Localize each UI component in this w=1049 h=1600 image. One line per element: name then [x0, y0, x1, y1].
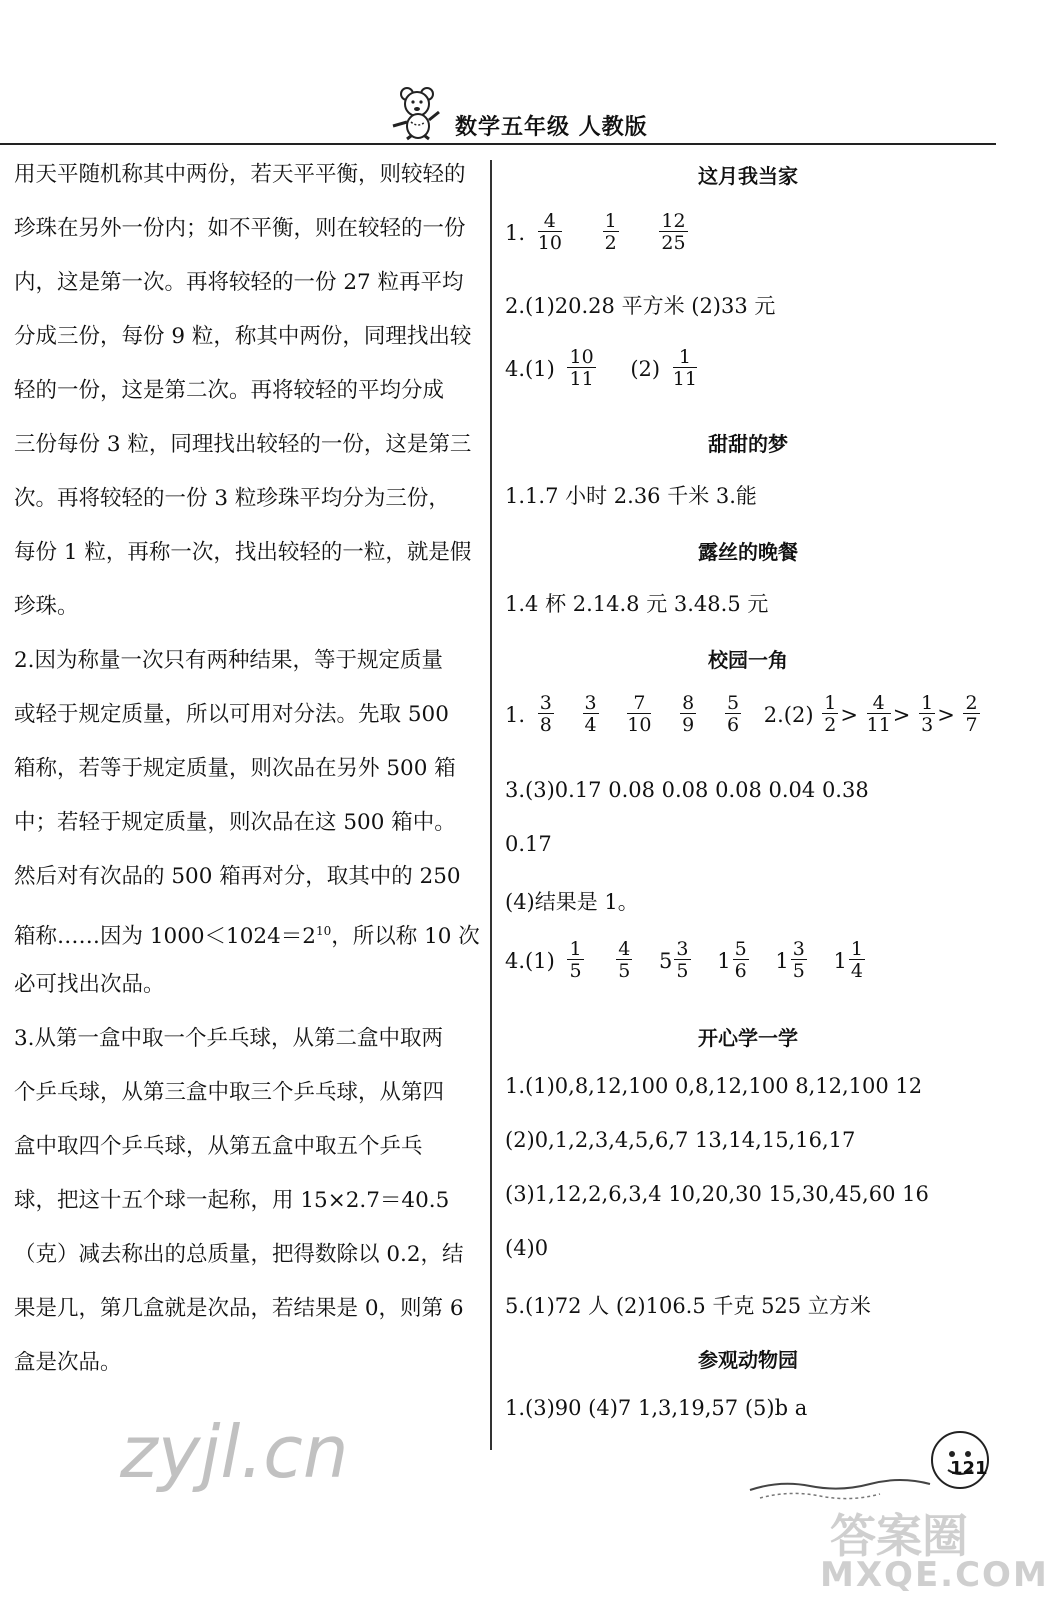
denominator: 5	[618, 960, 631, 982]
denominator: 6	[726, 714, 740, 736]
answer-row: (4)0	[505, 1236, 549, 1260]
fraction	[791, 940, 807, 981]
numerator: 1	[824, 692, 837, 714]
text-line: 内，这是第一次。再将较轻的一份 27 粒再平均	[14, 270, 464, 295]
denominator: 10	[537, 232, 562, 254]
fraction	[725, 694, 741, 735]
denominator: 2	[824, 714, 837, 736]
greater-than-sign: >	[892, 702, 911, 727]
fraction	[673, 348, 697, 389]
power-post: ，所以称 10 次	[331, 924, 480, 950]
answer-prefix: 1.	[505, 220, 526, 245]
header-divider	[0, 143, 996, 145]
fraction	[659, 212, 687, 253]
denominator: 10	[627, 714, 652, 736]
answer-row: 3.(3)0.17 0.08 0.08 0.08 0.04 0.38	[505, 778, 869, 802]
answer-row: 1.(1)0,8,12,100 0,8,12,100 8,12,100 12	[505, 1074, 923, 1098]
denominator: 7	[965, 714, 978, 736]
answer-row: 1.4 杯 2.14.8 元 3.48.5 元	[505, 592, 769, 616]
numerator: 4	[618, 938, 631, 960]
power-exponent: 10	[315, 924, 332, 938]
denominator: 5	[676, 960, 689, 982]
answer-prefix: 1.	[505, 702, 526, 727]
denominator: 5	[792, 960, 805, 982]
greater-than-sign: >	[840, 702, 858, 727]
corner-watermark-top: 答案圈	[830, 1509, 968, 1563]
fraction	[822, 694, 838, 735]
denominator: 4	[584, 714, 597, 736]
answer-prefix: 4.(1)	[505, 356, 555, 381]
fraction	[919, 694, 935, 735]
whole-number: 1	[775, 948, 789, 973]
denominator: 11	[569, 368, 594, 390]
answer-prefix: (2)	[630, 356, 661, 381]
section-title: 这月我当家	[698, 164, 798, 188]
page-header-title: 数学五年级 人教版	[455, 115, 648, 140]
fraction	[627, 694, 651, 735]
numerator: 3	[792, 938, 805, 960]
answer-row	[505, 940, 871, 981]
numerator: 12	[661, 210, 686, 232]
whole-number: 5	[659, 948, 673, 973]
numerator: 1	[604, 210, 617, 232]
greater-than-sign: >	[937, 702, 955, 727]
text-line: 3.从第一盒中取一个乒乓球，从第二盒中取两	[14, 1026, 444, 1051]
text-line: 用天平随机称其中两份，若天平平衡，则较轻的	[14, 162, 466, 187]
fraction	[567, 940, 583, 981]
answer-row: (3)1,12,2,6,3,4 10,20,30 15,30,45,60 16	[505, 1182, 929, 1206]
fraction	[583, 694, 599, 735]
numerator: 3	[676, 938, 689, 960]
fraction	[538, 694, 554, 735]
fraction	[538, 212, 562, 253]
section-title: 甜甜的梦	[708, 432, 788, 456]
answer-prefix: 4.(1)	[505, 948, 555, 973]
numerator: 3	[584, 692, 597, 714]
answer-row: 1.1.7 小时 2.36 千米 3.能	[505, 484, 757, 508]
text-line: 球，把这十五个球一起称，用 15×2.7＝40.5	[14, 1188, 450, 1213]
text-line: 果是几，第几盒就是次品，若结果是 0，则第 6	[14, 1296, 464, 1321]
section-title: 露丝的晚餐	[698, 540, 798, 564]
answer-row	[505, 212, 694, 253]
fraction	[849, 940, 865, 981]
numerator: 1	[673, 348, 697, 368]
text-line: 珍珠在另外一份内；如不平衡，则在较轻的一份	[14, 216, 466, 241]
denominator: 6	[734, 960, 747, 982]
fraction	[616, 940, 632, 981]
fraction	[867, 694, 891, 735]
text-line: 盒中取四个乒乓球，从第五盒中取五个乒乓	[14, 1134, 423, 1159]
teddy-bear-icon	[385, 82, 445, 140]
fraction	[680, 694, 696, 735]
text-line: （克）减去称出的总质量，把得数除以 0.2，结	[14, 1242, 464, 1267]
denominator: 8	[539, 714, 552, 736]
numerator: 1	[569, 938, 582, 960]
answer-row	[505, 694, 982, 735]
fraction	[603, 212, 619, 253]
page-header	[0, 0, 996, 145]
numerator: 1	[921, 692, 934, 714]
denominator: 4	[850, 960, 863, 982]
denominator: 5	[569, 960, 582, 982]
text-line: 三份每份 3 粒，同理找出较轻的一份，这是第三	[14, 432, 472, 457]
numerator: 10	[569, 346, 594, 368]
answer-row: (4)结果是 1。	[505, 890, 639, 914]
whole-number: 1	[833, 948, 847, 973]
numerator: 8	[682, 692, 695, 714]
denominator: 25	[661, 232, 686, 254]
watermark: zyjl.cn	[120, 1410, 349, 1494]
numerator: 3	[539, 692, 552, 714]
text-line: 2.因为称量一次只有两种结果，等于规定质量	[14, 648, 444, 673]
answer-row: 1.(3)90 (4)7 1,3,19,57 (5)b a	[505, 1396, 808, 1420]
numerator: 5	[726, 692, 740, 714]
fraction	[963, 694, 979, 735]
text-line: 盒是次品。	[14, 1350, 122, 1375]
text-line: 分成三份，每份 9 粒，称其中两份，同理找出较	[14, 324, 472, 349]
denominator: 2	[604, 232, 617, 254]
numerator: 4	[538, 212, 562, 232]
fraction	[733, 940, 749, 981]
answer-row: 5.(1)72 人 (2)106.5 千克 525 立方米	[505, 1294, 871, 1318]
text-line: 中；若轻于规定质量，则次品在这 500 箱中。	[14, 810, 456, 835]
text-line: 次。再将较轻的一份 3 粒珍珠平均分为三份，	[14, 486, 450, 511]
answer-row: 2.(1)20.28 平方米 (2)33 元	[505, 294, 776, 318]
text-line: 必可找出次品。	[14, 972, 165, 997]
text-line: 箱称，若等于规定质量，则次品在另外 500 箱	[14, 756, 456, 781]
text-line: 珍珠。	[14, 594, 79, 619]
whole-number: 1	[717, 948, 731, 973]
answer-prefix: 2.(2)	[763, 702, 814, 727]
numerator: 2	[965, 692, 978, 714]
text-line: 个乒乓球，从第三盒中取三个乒乓球，从第四	[14, 1080, 445, 1105]
section-title: 开心学一学	[698, 1026, 798, 1050]
answer-row	[505, 348, 703, 389]
numerator: 1	[850, 938, 863, 960]
denominator: 3	[921, 714, 934, 736]
denominator: 9	[682, 714, 695, 736]
power-pre: 箱称……因为 1000＜1024＝2	[14, 924, 316, 950]
denominator: 11	[866, 714, 891, 736]
page-number: 121	[950, 1458, 988, 1479]
numerator: 4	[867, 694, 891, 714]
fraction	[567, 348, 595, 389]
fraction	[674, 940, 690, 981]
text-line: 然后对有次品的 500 箱再对分，取其中的 250	[14, 864, 461, 889]
numerator: 7	[627, 694, 651, 714]
section-title: 校园一角	[708, 648, 788, 672]
text-line: 或轻于规定质量，所以可用对分法。先取 500	[14, 702, 449, 727]
text-line-power	[14, 916, 480, 950]
column-divider	[490, 160, 492, 1450]
corner-watermark-bottom: MXQE.COM	[820, 1555, 1049, 1595]
text-line: 轻的一份，这是第二次。再将较轻的平均分成	[14, 378, 445, 403]
section-title: 参观动物园	[698, 1348, 798, 1372]
answer-row: 0.17	[505, 832, 552, 856]
answer-row: (2)0,1,2,3,4,5,6,7 13,14,15,16,17	[505, 1128, 856, 1152]
numerator: 5	[734, 938, 747, 960]
denominator: 11	[672, 368, 697, 390]
text-line: 每份 1 粒，再称一次，找出较轻的一粒，就是假	[14, 540, 472, 565]
